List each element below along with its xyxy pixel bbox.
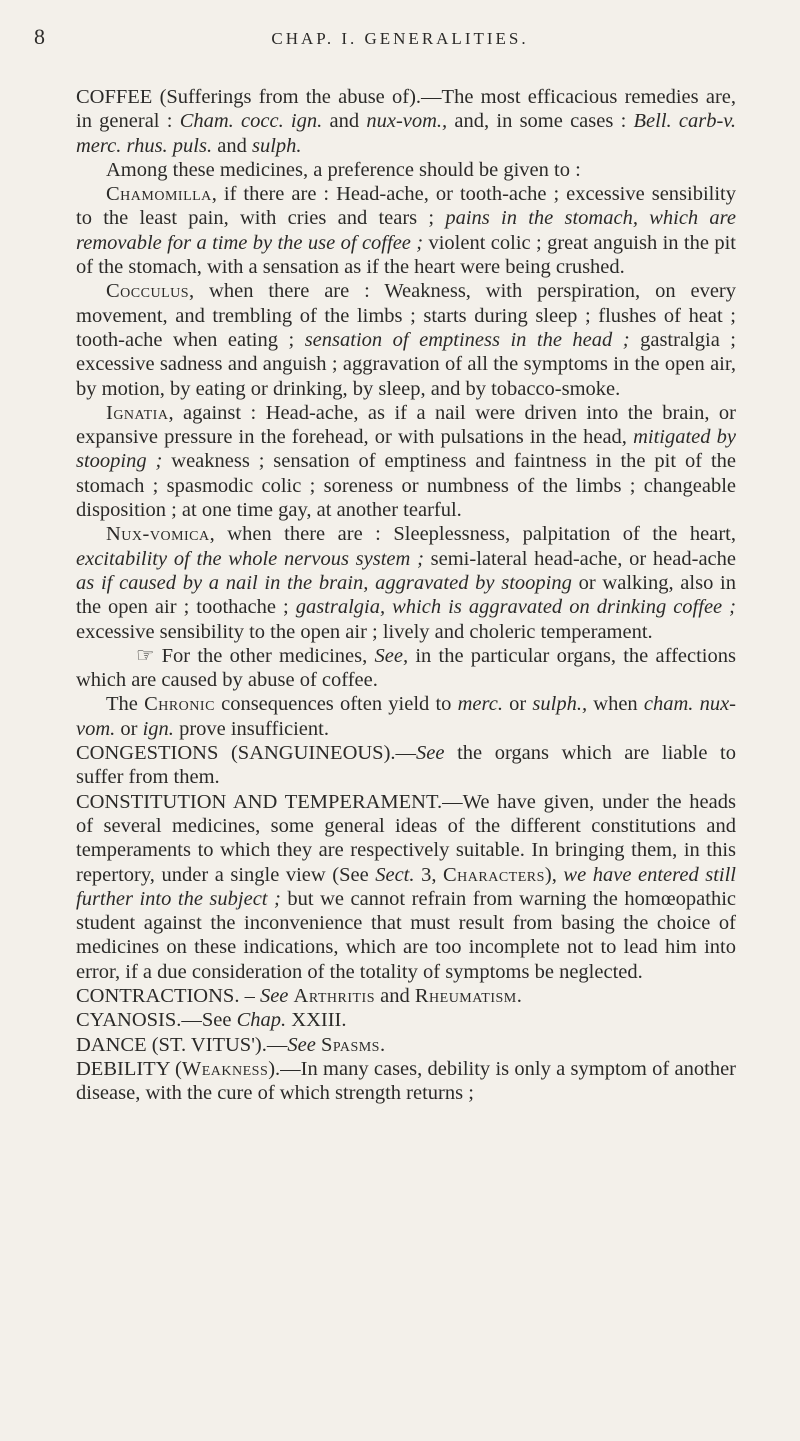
entry-heading: COFFEE [76,86,153,108]
medicine-name: Cocculus [106,280,190,303]
page-number: 8 [34,24,45,49]
pointing-hand-icon: ☞ [136,644,155,667]
medicine-name: Chamomilla [106,183,212,206]
running-head: CHAP. I. GENERALITIES. [271,29,529,48]
medicine-name: Ignatia [106,401,169,424]
entry-cyanosis: CYANOSIS.—See Chap. XXIII. [76,1009,347,1032]
paragraph-cocculus: Cocculus, when there are : Weakness, with perspiration, on every movement, and trembling of the limbs ; starts during sleep ; flushes of heat ; tooth-ache when eating ; sensation of emptiness in the head ; gastralgia ; excessive sadness and anguish ; aggravation of all the symptoms in the open air, by motion, by eating or drinking, by sleep, and by tobacco-smoke. [76,280,736,400]
medicine-name: Nux-vomica [106,523,210,546]
entry-heading: CONGESTIONS (SANGUINEOUS). [76,742,396,765]
entry-heading: CONSTITUTION AND TEMPERAMENT. [76,790,443,813]
paragraph-chronic: The Chronic consequences often yield to merc. or sulph., when cham. nux-vom. or ign. prove insufficient. [76,693,737,740]
entry-congestions: CONGESTIONS (SANGUINEOUS).—See the organs which are liable to suffer from them. [76,742,736,789]
page-body [76,85,736,1105]
entry-dance: DANCE (ST. VITUS').—See Spasms. [76,1033,386,1056]
paragraph-ignatia: Ignatia, against : Head-ache, as if a nail were driven into the brain, or expansive pressure in the forehead, or with pulsations in the head, mitigated by stooping ; weakness ; sensation of emptiness and faintness in the pit of the stomach ; spasmodic colic ; soreness or numbness of the limbs ; changeable disposition ; at one time gay, at another tearful. [76,401,736,522]
entry-heading: CYANOSIS. [76,1009,182,1032]
entry-coffee: COFFEE (Sufferings from the abuse of).—The most efficacious remedies are, in general : Cham. cocc. ign. and nux-vom., and, in some cases : Bell. carb-v. merc. rhus. puls. and sulph. [76,86,736,157]
paragraph-chamomilla: Chamomilla, if there are : Head-ache, or tooth-ache ; excessive sensibility to the least pain, with cries and tears ; pains in the stomach, which are removable for a time by the use of coffee ; violent colic ; great anguish in the pit of the stomach, with a sensation as if the heart were being crushed. [76,183,737,279]
paragraph: Among these medicines, a preference should be given to : [106,158,581,181]
entry-heading: DEBILITY [76,1057,170,1080]
entry-heading: DANCE (ST. VITUS'). [76,1033,267,1056]
page-header [0,12,800,52]
entry-heading: CONTRACTIONS. [76,984,240,1007]
paragraph-other-medicines: ☞ For the other medicines, See, in the particular organs, the affections which are caused by abuse of coffee. [76,644,736,692]
paragraph-nux-vomica: Nux-vomica, when there are : Sleeplessness, palpitation of the heart, excitability of the whole nervous system ; semi-lateral head-ache, or head-ache as if caused by a nail in the brain, aggravated by stooping or walking, also in the open air ; toothache ; gastralgia, which is aggravated on drinking coffee ; excessive sensibility to the open air ; lively and choleric temperament. [76,523,737,643]
entry-constitution: CONSTITUTION AND TEMPERAMENT.—We have given, under the heads of several medicines, some general ideas of the different constitutions and temperaments to which they are respectively suitable. In bringing them, in this repertory, under a single view (See Sect. 3, Characters), we have entered still further into the subject ; but we cannot refrain from warning the homœopathic student against the inconvenience that must result from basing the choice of medicines on these indications, which are too incomplete not to lead him into error, if a due consideration of the totality of symptoms be neglected. [76,790,737,983]
entry-debility: DEBILITY (Weakness).—In many cases, debility is only a symptom of another disease, with the cure of which strength returns ; [76,1057,736,1105]
entry-contractions: CONTRACTIONS. – See Arthritis and Rheumatism. [76,984,522,1007]
